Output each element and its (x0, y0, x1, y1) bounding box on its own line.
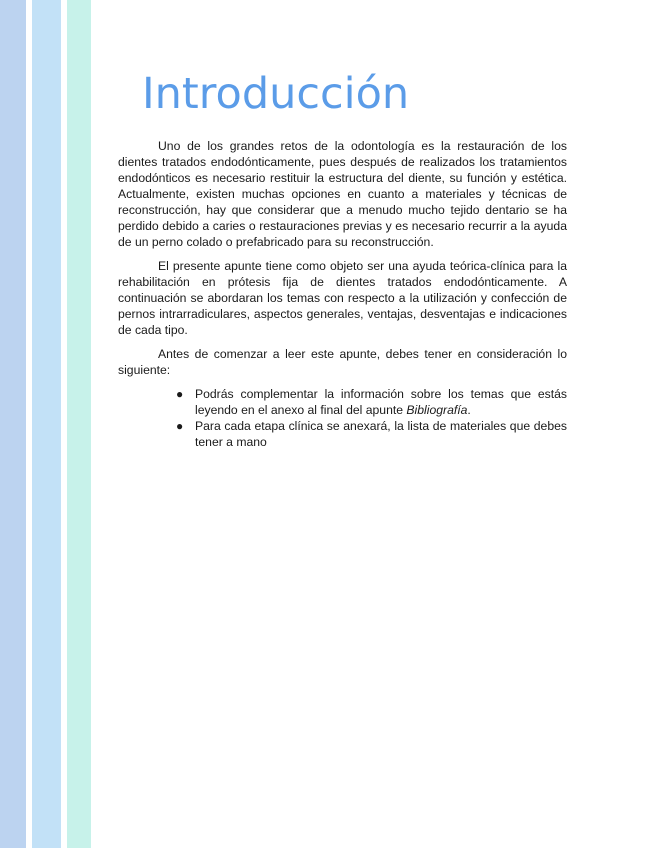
paragraph-2: El presente apunte tiene como objeto ser una ayuda teórica-clínica para la rehabilitación en prótesis fija de dientes tratados endodónticamente. A continuación se abordaran los temas con respecto a la utilización y confección de pernos intrarradiculares, aspectos generales, ventajas, desventajas e indicaciones de cada tipo. (118, 259, 567, 337)
bullet-icon: ● (176, 387, 184, 401)
paragraph-1: Uno de los grandes retos de la odontología es la restauración de los dientes tratados endodónticamente, pues después de realizados los tratamientos endodónticos es necesario restituir la estructura del diente, su función y estética. Actualmente, existen muchas opciones en cuanto a materiales y técnicas de reconstrucción, hay que considerar que a menudo mucho tejido dentario se ha perdido debido a caries o restauraciones previas y es necesario recurrir a la ayuda de un perno colado o prefabricado para su reconstrucción. (118, 139, 567, 249)
list-item-text: Para cada etapa clínica se anexará, la lista de materiales que debes tener a mano (195, 419, 567, 449)
paragraph-3: Antes de comenzar a leer este apunte, debes tener en consideración lo siguiente: (118, 347, 567, 377)
page-title: Introducción (142, 69, 410, 119)
left-stripe-light-blue (32, 0, 61, 848)
left-stripe-blue (0, 0, 26, 848)
list-item-text: Podrás complementar la información sobre los temas que estás leyendo en el anexo al final del apunte (195, 387, 567, 417)
bullet-list (118, 386, 567, 450)
left-stripe-mint (67, 0, 91, 848)
bullet-icon: ● (176, 419, 184, 433)
list-item (176, 418, 567, 450)
list-item (176, 386, 567, 418)
document-body (118, 138, 567, 450)
list-item-text-end: . (467, 403, 471, 417)
list-item-emphasis: Bibliografía (406, 403, 468, 417)
